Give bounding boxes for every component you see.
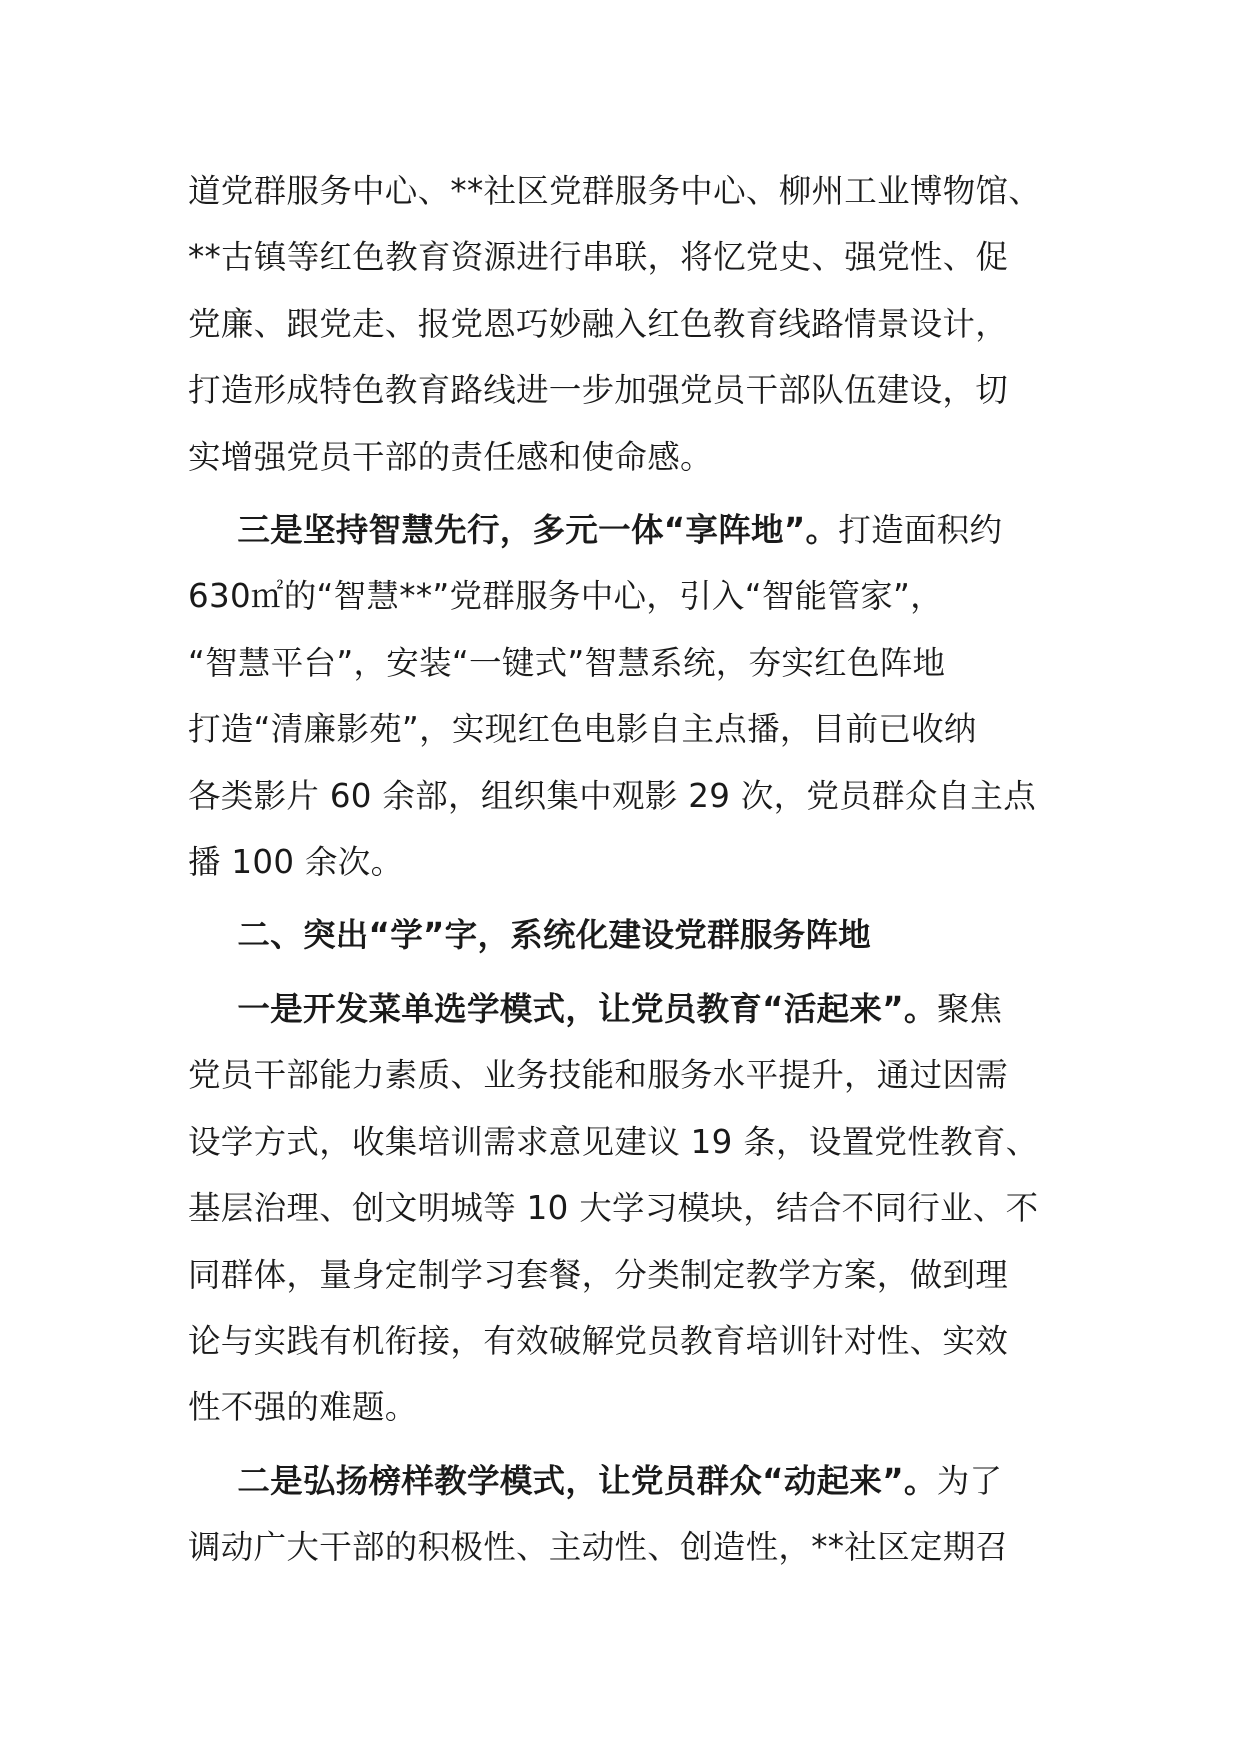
text-line: 道党群服务中心、**社区党群服务中心、柳州工业博物馆、 bbox=[188, 172, 1042, 210]
paragraph-point-role-model bbox=[188, 1448, 1054, 1581]
text-line: 播 100 余次。 bbox=[188, 843, 404, 882]
paragraph-lead: 三是坚持智慧先行，多元一体“享阵地”。 bbox=[237, 511, 839, 550]
text-line: 党员干部能力素质、业务技能和服务水平提升，通过因需 bbox=[188, 1056, 1009, 1095]
text-line: 630㎡的“智慧**”党群服务中心，引入“智能管家”， bbox=[188, 577, 943, 616]
text-fragment: 打造面积约 bbox=[838, 511, 1003, 550]
heading-line bbox=[188, 902, 1054, 968]
text-line: 论与实践有机衔接，有效破解党员教育培训针对性、实效 bbox=[188, 1321, 1009, 1360]
document-body bbox=[188, 158, 1054, 1581]
section-heading bbox=[188, 902, 1054, 968]
text-line: 打造“清廉影苑”，实现红色电影自主点播，目前已收纳 bbox=[188, 710, 977, 749]
paragraph-lead: 一是开发菜单选学模式，让党员教育“活起来”。 bbox=[237, 989, 937, 1028]
text-line: 设学方式，收集培训需求意见建议 19 条，设置党性教育、 bbox=[188, 1122, 1039, 1161]
paragraph-point-smart bbox=[188, 497, 1054, 895]
text-line: 实增强党员干部的责任感和使命感。 bbox=[188, 437, 713, 476]
text-fragment: 为了 bbox=[936, 1461, 1003, 1500]
text-line: 党廉、跟党走、报党恩巧妙融入红色教育线路情景设计， bbox=[188, 304, 1009, 343]
text-fragment: 聚焦 bbox=[936, 989, 1003, 1028]
paragraph-point-menu-learning bbox=[188, 976, 1054, 1441]
text-line: 打造形成特色教育路线进一步加强党员干部队伍建设，切 bbox=[188, 371, 1009, 410]
text-line bbox=[188, 1448, 1054, 1514]
text-line bbox=[188, 497, 1054, 563]
text-line: “智慧平台”，安装“一键式”智慧系统，夯实红色阵地 bbox=[188, 643, 946, 682]
text-line: 性不强的难题。 bbox=[188, 1388, 418, 1427]
text-line bbox=[188, 976, 1054, 1042]
paragraph-continuation bbox=[188, 158, 1054, 490]
text-line: 调动广大干部的积极性、主动性、创造性，**社区定期召 bbox=[188, 1528, 1009, 1567]
text-line: 同群体，量身定制学习套餐，分类制定教学方案，做到理 bbox=[188, 1255, 1009, 1294]
text-line: 基层治理、创文明城等 10 大学习模块，结合不同行业、不 bbox=[188, 1189, 1039, 1228]
paragraph-lead: 二是弘扬榜样教学模式，让党员群众“动起来”。 bbox=[237, 1461, 937, 1500]
heading-text: 二、突出“学”字，系统化建设党群服务阵地 bbox=[237, 916, 872, 955]
text-line: **古镇等红色教育资源进行串联，将忆党史、强党性、促 bbox=[188, 238, 1009, 277]
text-line: 各类影片 60 余部，组织集中观影 29 次，党员群众自主点 bbox=[188, 776, 1037, 815]
